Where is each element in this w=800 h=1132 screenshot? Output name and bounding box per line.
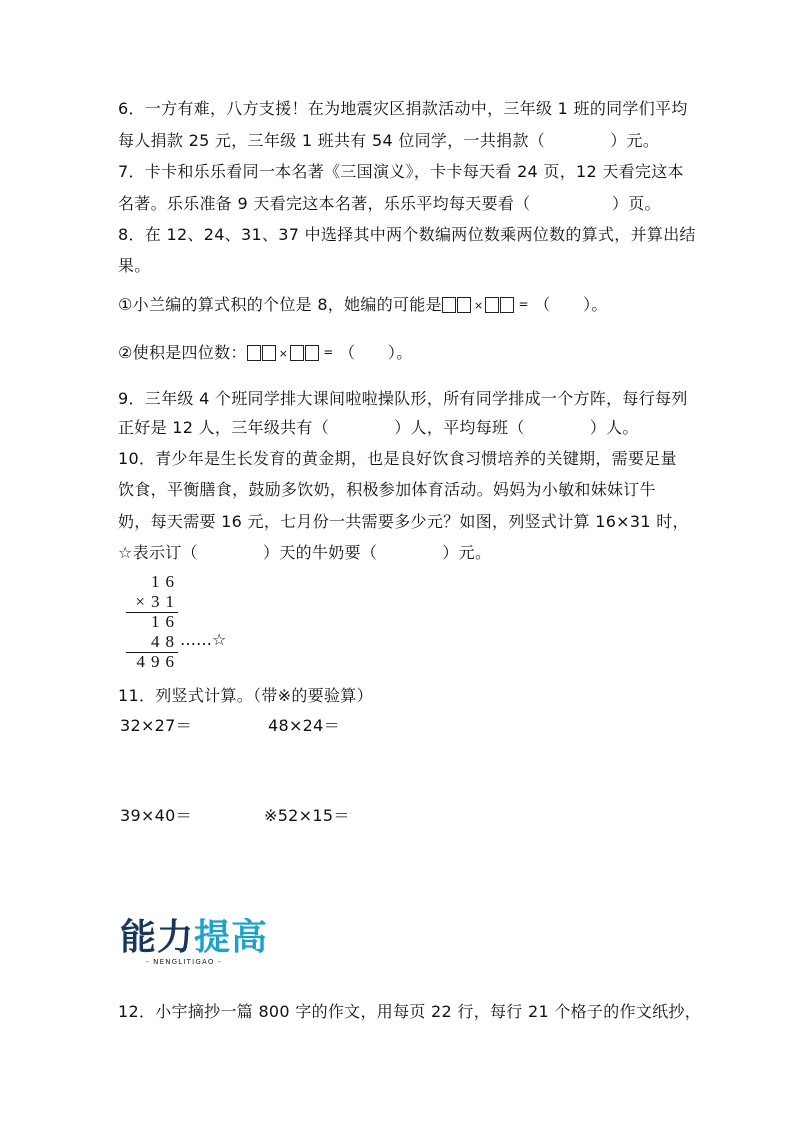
times-sign: × [278, 347, 289, 360]
q9-line-2: 正好是 12 人，三年级共有（ ）人，平均每班（ ）人。 [118, 418, 639, 437]
answer-box[interactable] [457, 297, 471, 313]
equals-sign: = [518, 297, 529, 311]
section-logo [120, 918, 280, 976]
answer-box[interactable] [247, 345, 261, 361]
answer-box[interactable] [290, 345, 304, 361]
section-logo-title-part-1: 能力 [120, 917, 195, 958]
times-sign: × [473, 299, 484, 312]
q9-line-1: 9．三年级 4 个班同学排大课间啦啦操队形，所有同学排成一个方阵，每行每列 [118, 389, 688, 408]
answer-box[interactable] [500, 297, 514, 313]
q10-line-3: 奶，每天需要 16 元，七月份一共需要多少元？如图，列竖式计算 16×31 时， [118, 512, 689, 531]
q10-line-2: 饮食，平衡膳食，鼓励多饮奶，积极参加体育活动。妈妈为小敏和妹妹订牛 [118, 480, 656, 499]
q8-line-2: 果。 [118, 256, 151, 275]
answer-box[interactable] [442, 297, 456, 313]
q10-line-1: 10．青少年是生长发育的黄金期，也是良好饮食习惯培养的关键期，需要足量 [118, 449, 677, 468]
answer-box[interactable] [305, 345, 319, 361]
answer-box[interactable] [262, 345, 276, 361]
q8-sub-2-tail: （ ）。 [339, 343, 413, 362]
q8-sub-2 [118, 342, 413, 364]
section-logo-title-part-2: 提高 [194, 917, 269, 958]
q7-line-1: 7．卡卡和乐乐看同一本名著《三国演义》，卡卡每天看 24 页，12 天看完这本 [118, 162, 684, 181]
q8-line-1: 8．在 12、24、31、37 中选择其中两个数编两位数乘两位数的算式，并算出结 [118, 225, 696, 244]
q7-line-2: 名著。乐乐准备 9 天看完这本名著，乐乐平均每天要看（ ）页。 [118, 194, 661, 213]
q11-problem-2: 48×24＝ [268, 716, 340, 735]
answer-box[interactable] [485, 297, 499, 313]
q8-sub-2-text: ②使积是四位数： [118, 343, 247, 362]
q12-line-1: 12．小宇摘抄一篇 800 字的作文，用每页 22 行，每行 21 个格子的作文纸抄， [118, 1002, 702, 1021]
section-logo-title [120, 918, 280, 958]
section-logo-subtitle: - NENGLITIGAO - [146, 958, 222, 966]
vertical-multiplication [120, 572, 250, 672]
calc-row-partial-2: 48 [151, 632, 180, 651]
calc-row-product: 496 [136, 652, 180, 671]
q11-problem-1: 32×27＝ [120, 716, 192, 735]
q11-problem-3: 39×40＝ [120, 806, 192, 825]
calc-row-multiplicand: 16 [151, 572, 180, 591]
q8-sub-1-tail: （ ）。 [534, 295, 608, 314]
q8-sub-1 [118, 294, 608, 316]
q10-line-4: ☆表示订（ ）天的牛奶要（ ）元。 [118, 543, 492, 562]
q8-sub-1-text: ①小兰编的算式积的个位是 8，她编的可能是 [118, 295, 442, 314]
calc-row-partial-1: 16 [151, 612, 180, 631]
equals-sign: = [323, 345, 334, 359]
calc-star-marker: ……☆ [180, 630, 227, 649]
q11-problem-4: ※52×15＝ [264, 806, 350, 825]
q11-title: 11．列竖式计算。（带※的要验算） [118, 686, 373, 705]
q6-line-2: 每人捐款 25 元，三年级 1 班共有 54 位同学，一共捐款（ ）元。 [118, 131, 660, 150]
q6-line-1: 6．一方有难，八方支援！在为地震灾区捐款活动中，三年级 1 班的同学们平均 [118, 99, 688, 118]
calc-row-multiplier: ×31 [135, 592, 180, 611]
